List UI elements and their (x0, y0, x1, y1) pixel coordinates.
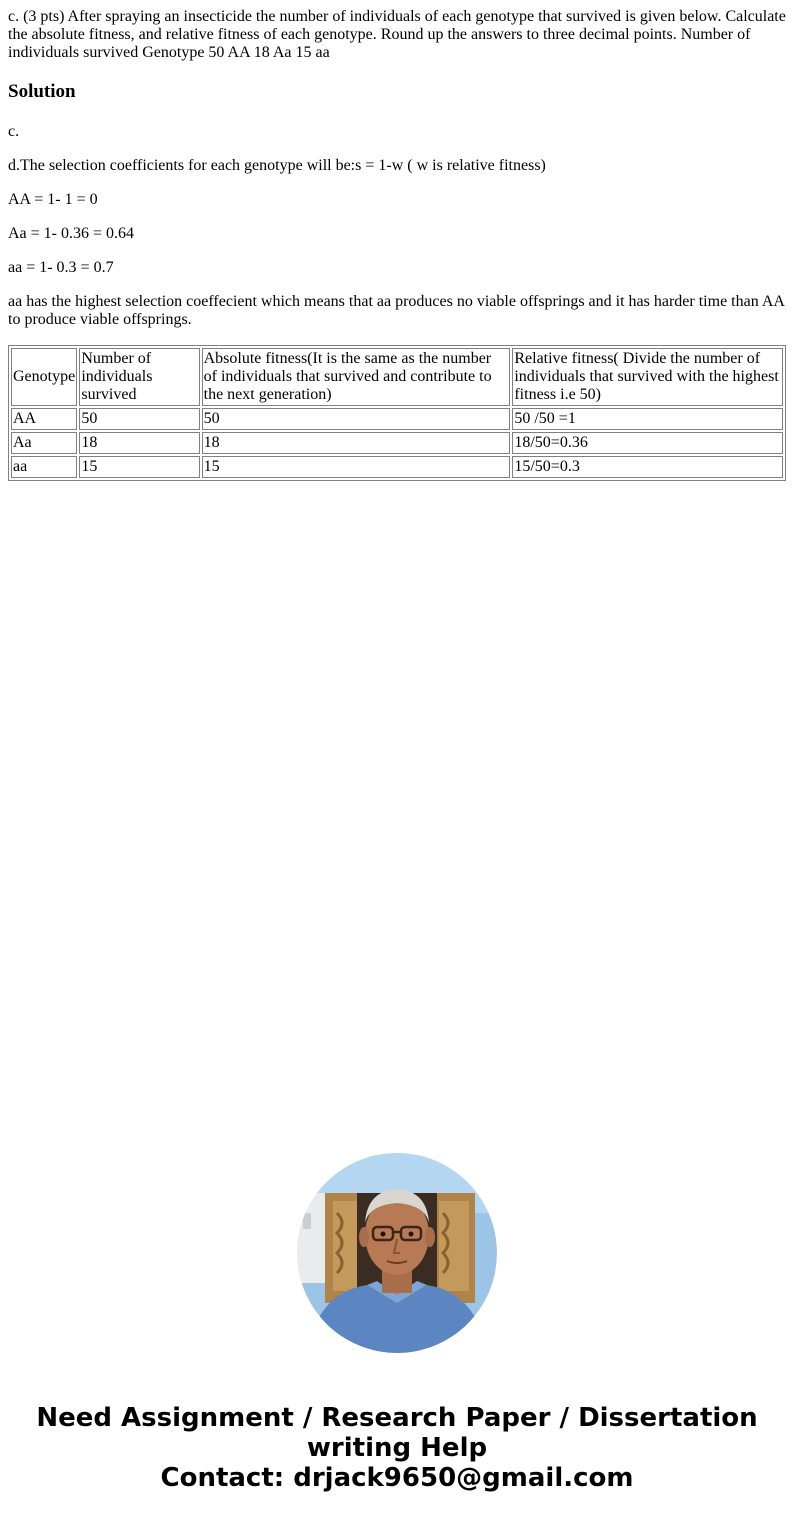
question-text: c. (3 pts) After spraying an insecticide the number of individuals of each genotype that survived is given below. Calculate the absolute fitness, and relative fitness of each genotype. Round up the answers to three decimal points. Number of individuals survived Genotype 50 AA 18 Aa 15 aa (8, 8, 786, 61)
header-genotype: Genotype (11, 348, 77, 406)
table-cell: 18 (202, 432, 511, 454)
help-banner (0, 1403, 794, 1493)
table-row (11, 432, 783, 454)
part-d-intro: d.The selection coefficients for each genotype will be:s = 1-w ( w is relative fitness) (8, 157, 546, 174)
part-c-label: c. (8, 123, 20, 140)
table-header-row (11, 348, 783, 406)
table-cell: aa (11, 456, 77, 478)
table-cell: 50 /50 =1 (512, 408, 783, 430)
table-cell: 50 (79, 408, 199, 430)
coefficient-aa-dominant: AA = 1- 1 = 0 (8, 191, 98, 208)
header-absolute-fitness: Absolute fitness(It is the same as the number of individuals that survived and contribute to the next generation) (202, 348, 511, 406)
tutor-portrait-image (297, 1153, 497, 1353)
table-row (11, 456, 783, 478)
coefficient-aa-recessive: aa = 1- 0.3 = 0.7 (8, 259, 114, 276)
tutor-avatar (297, 1153, 497, 1353)
table-cell: 15/50=0.3 (512, 456, 783, 478)
table-row (11, 408, 783, 430)
table-cell: 15 (202, 456, 511, 478)
conclusion-text: aa has the highest selection coeffecient which means that aa produces no viable offsprings and it has harder time than AA to produce viable offsprings. (8, 293, 785, 328)
table-cell: 50 (202, 408, 511, 430)
solution-document (8, 8, 786, 481)
table-cell: Aa (11, 432, 77, 454)
header-number-survived: Number of individuals survived (79, 348, 199, 406)
table-cell: 18 (79, 432, 199, 454)
fitness-table (8, 345, 786, 481)
banner-line-1: Need Assignment / Research Paper / Dissertation (36, 1403, 758, 1433)
header-relative-fitness: Relative fitness( Divide the number of individuals that survived with the highest fitness i.e 50) (512, 348, 783, 406)
banner-contact: Contact: drjack9650@gmail.com (160, 1463, 634, 1493)
table-cell: 18/50=0.36 (512, 432, 783, 454)
banner-line-2: writing Help (306, 1433, 488, 1463)
table-cell: AA (11, 408, 77, 430)
coefficient-aa-hetero: Aa = 1- 0.36 = 0.64 (8, 225, 135, 242)
table-cell: 15 (79, 456, 199, 478)
solution-heading: Solution (8, 81, 76, 102)
